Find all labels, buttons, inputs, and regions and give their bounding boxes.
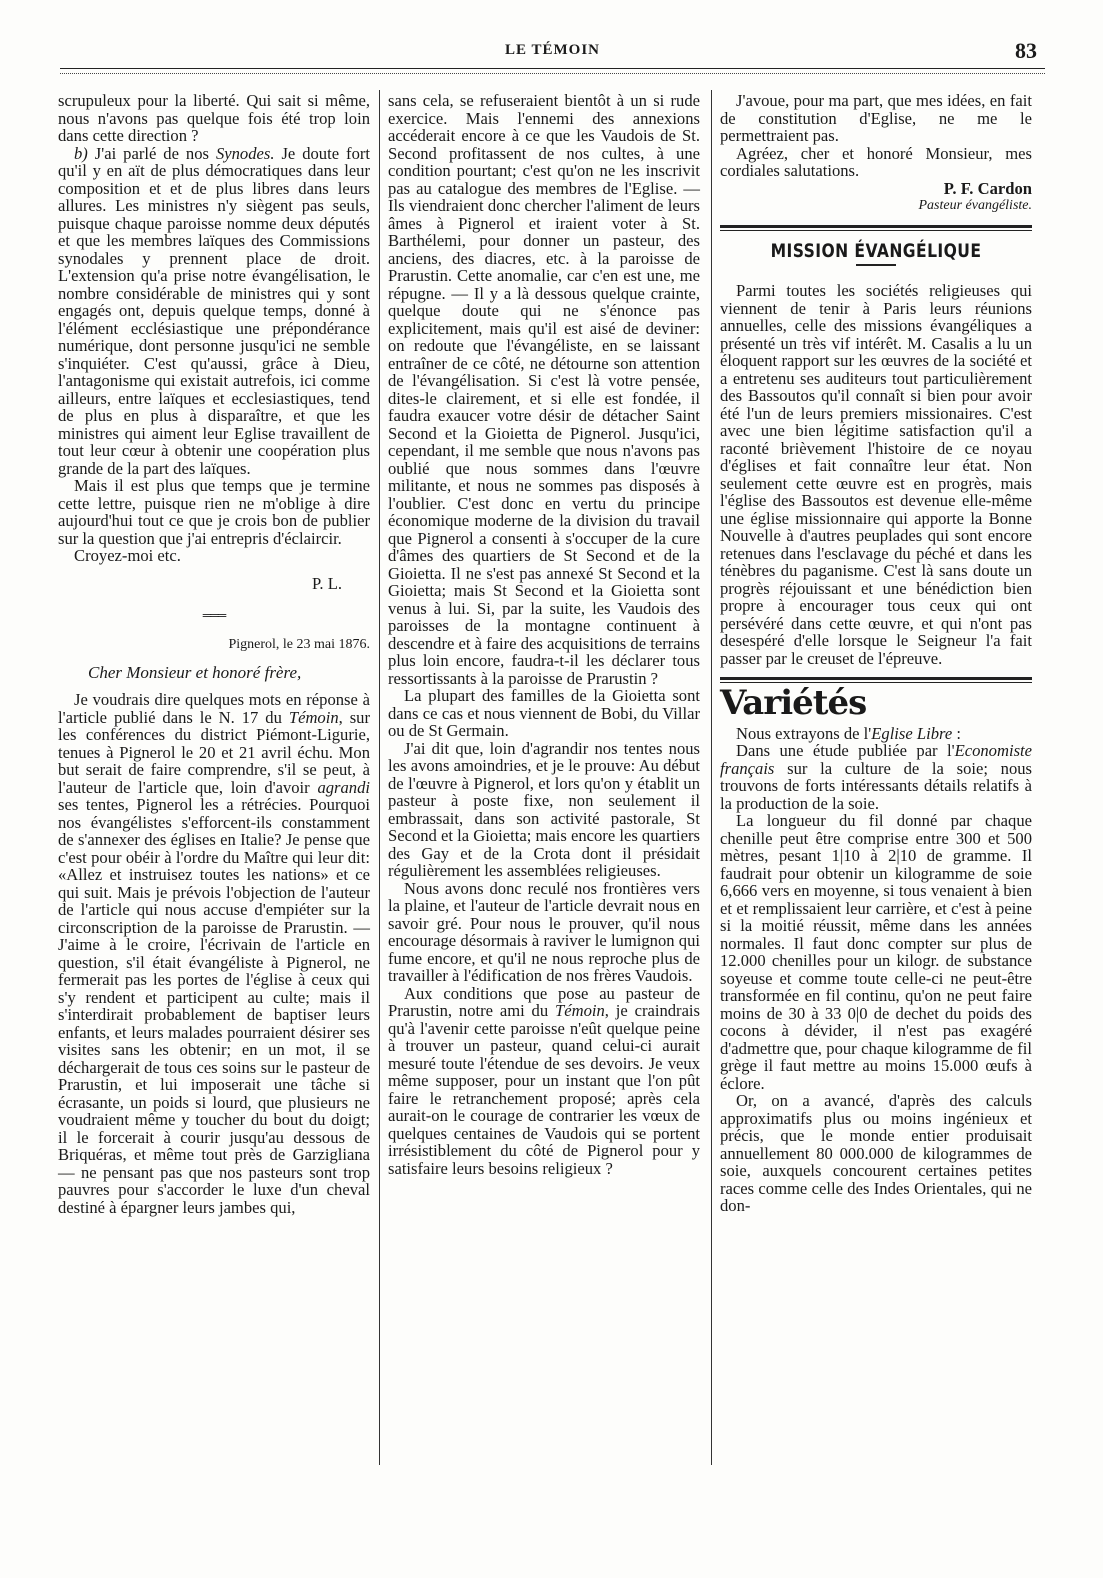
text-span: Aux conditions que pose au pasteur de Prarustin, notre ami du [388,983,700,1020]
column-2 [388,92,700,1177]
emphasis: Synodes. [215,143,275,163]
text-span: Nous extrayons de l' [736,723,872,743]
paragraph: Or, on a avancé, d'après des calculs approximatifs plus ou moins ingénieux et précis, que le monde entier produisait annuellement 80 000.000 de kilogrammes de soie, auxquels concourent certaines petites races comme celle des Indes Orientales, qui ne don- [720,1091,1032,1215]
paragraph: Nous avons donc reculé nos frontières vers la plaine, et l'auteur de l'article devrait nous en savoir gré. Pour nous le prouver, qu'il nous encourage désormais à raviver le lumignon qui fume encore, et qu'il ne nous reproche plus de travailler à l'édification de nos frères Vaudois. [388,878,700,985]
paragraph [720,725,1032,743]
paragraph [388,985,700,1178]
paragraph: La plupart des familles de la Gioietta sont dans ce cas et nous viennent de Bobi, du Villar ou de St Germain. [388,686,700,740]
page-number: 83 [1015,38,1037,63]
text-span: ses tentes, Pignerol les a rétrécies. Pourquoi nos évangélistes s'efforcent-ils constamment de s'annexer des églises en Italie? Je pense que c'est pour obéir à l'ordre du Maître qui leur dit: «Allez et instruisez toutes les nations» et ce qui suit. Mais je prévois l'objection de l'auteur de l'article qui nous accuse d'empiéter sur la circonscription de la paroisse de Prarustin. — J'aime à le croire, l'écrivain de l'article en question, s'il était évangéliste à Pignerol, ne fermerait pas les portes de l'église à ceux qui s'y rendent et participent au culte; mais il s'interdirait probablement de baptiser leurs enfants, et leurs malades pourraient désirer ses visites sans les obtenir; en un mot, il se déchargerait de tous ces soins sur le pasteur de Prarustin, et lui imposerait une tâche si écrasante, un poids si lourd, que plusieurs ne voudraient même y toucher du bout du doigt; il le forcerait à courir jusqu'au dessous de Briquéras, et même tout près de Garzigliana — ne pensant pas que nos pasteurs sont trop pauvres pour s'accorder le luxe d'un cheval destiné à épargner leurs jambes qui, [58,795,370,1217]
author-role: Pasteur évangéliste. [918,198,1032,213]
salutation: Cher Monsieur et honoré frère, [88,662,302,682]
paragraph: sans cela, se refuseraient bientôt à un si rude exercice. Mais l'ennemi des annexions accéderait encore à ce que les Vaudois de St. Second profitassent de nos cultes, à une condition pourtant; c'est qu'on ne les inscrivit pas au catalogue des membres de l'Eglise. — Ils viendraient donc chercher l'aliment de leurs âmes à Pignerol et iraient voter à St. Barthélemi, pour donner un pasteur, des anciens, des diacres, etc. à la paroisse de Prarustin. Cette anomalie, car c'en est une, me répugne. — Il y a là dessous quelque crainte, quelque doute qui ne s'énonce pas explicitement, mais qu'il est aisé de deviner: on redoute que l'évangéliste, en se laissant entraîner de ce côté, ne détourne son attention de l'évangélisation. Si c'est là votre pensée, dites-le clairement, et si elle est fondée, il faudra exaucer votre désir de détacher Saint Second et la Gioietta de Pignerol. Jusqu'ici, cependant, il me semble que nous n'avons pas oublié que nous sommes dans l'œuvre militante, et nous ne sommes pas disposés à l'oublier. C'est donc en vertu du principe économique moderne de la division du travail que Pignerol a consenti à s'occuper de la cure d'âmes des quartiers de St Second et de la Gioietta. Il ne s'est pas annexé St Second et la Gioietta; mais St Second et la Gioietta sont venus à lui. Si, par la suite, les Vaudois des paroisses de la montagne continuent à descendre et à faire des acquisitions de terrains plus loin encore, faudra-t-il les déclarer tous ressortissants à la paroisse de Prarustin ? [388,91,700,688]
text-span: , je craindrais qu'à l'avenir cette paroisse n'eût quelque peine à trouver un pasteur, quand celui-ci aurait mesuré toute l'étendue de ses devoirs. Je veux même supposer, pour un instant que l'on pût faire le retranchement proposé; après cela aurait-on le courage de contrarier les vœux de quelques centaines de Vaudois qui se portent irrésistiblement du côté de Pignerol pour y satisfaire leurs besoins religieux ? [388,1001,700,1178]
list-label: b) [74,143,88,163]
paragraph [720,742,1032,812]
column-3 [720,92,1032,1215]
section-title-mission: MISSION ÉVANGÉLIQUE [770,239,982,262]
ornament-divider: ═══ [202,608,226,622]
signature: P. L. [312,573,342,593]
paragraph: Agréez, cher et honoré Monsieur, mes cordiales salutations. [720,143,1032,180]
text-span: Je doute fort qu'il y en aït de plus démocratiques dans leur composition et et de plus libres dans leurs allures. Les ministres n'y siègent pas seuls, puisque chaque paroisse nomme deux députés et que les membres laïques des Commissions synodales y prennent place de droit. L'extension qu'a prise notre évangélisation, le nombre considérable de ministres qui y sont engagés ont, depuis quelque temps, donné à l'élément ecclésiastique une prépondérance numérique, dont personne jusqu'ici ne semble s'inquiéter. C'est qu'aussi, grâce à Dieu, l'antagonisme qui existait autrefois, ici comme ailleurs, entre laïques et ecclesiastiques, tend de plus en plus à disparaître, et que les ministres qui aiment leur Eglise travaillent de tout leur cœur à obtenir une coopération plus grande de la part des laïques. [58,143,370,478]
dateline: Pignerol, le 23 mai 1876. [228,637,370,652]
text-span: , sur les conférences du district Piémont-Ligurie, tenues à Pignerol le 20 et 21 avril échu. Mon but serait de faire comprendre, s'il se peut, à l'auteur de l'article que, loin d'avoir [58,707,370,797]
text-span: Dans une étude publiée par l' [736,741,955,760]
newspaper-title: LE TÉMOIN [505,42,600,58]
closing: Croyez-moi etc. [74,546,181,565]
title-rule [856,264,896,266]
author-name: P. F. Cardon [943,178,1032,198]
emphasis: Témoin [288,707,339,727]
text-span: J'ai parlé de nos [94,143,209,163]
section-rule [720,225,1032,231]
author-block [720,180,1032,215]
emphasis: Economiste français [720,741,1032,778]
paragraph: J'avoue, pour ma part, que mes idées, en fait de constitution d'Eglise, ne me le permettraient pas. [720,91,1032,145]
paragraph [58,145,370,478]
text-span: sur la culture de la soie; nous trouvons de forts intéressants détails relatifs à la production de la soie. [720,758,1033,813]
column-1 [58,92,370,1216]
paragraph: scrupuleux pour la liberté. Qui sait si même, nous n'avons pas quelque fois été trop loin dans cette direction ? [58,91,370,145]
paragraph: J'ai dit que, loin d'agrandir nos tentes nous les avons amoindries, et je le prouve: Au début de l'œuvre à Pignerol, et lors qu'on y établit un pasteur à poste fixe, non seulement il embrassait, dans son activité pastorale, St Second et la Gioietta; mais encore les quartiers des Gay et de la Crota dont il présidait régulièrement les assemblées religieuses. [388,738,700,880]
column-divider-2 [711,90,712,1465]
emphasis: Eglise Libre [871,723,953,743]
text-span: Je voudrais dire quelques mots en réponse à l'article publié dans le N. 17 du [58,690,370,727]
paragraph: Mais il est plus que temps que je termine cette lettre, puisque rien ne m'oblige à dire aujourd'hui tout ce que je crois bon de publier sur la question que j'ai entrepris d'éclaircir. [58,476,370,548]
emphasis: Témoin [555,1001,605,1020]
paragraph: Parmi toutes les sociétés religieuses qui viennent de tenir à Paris leurs réunions annuelles, celle des missions évangéliques a présenté un très vif intérêt. M. Casalis a lu un éloquent rapport sur les œuvres de la société et a entretenu ses auditeurs tout particulièrement des Bassoutos qu'il connaît si bien pour avoir été l'un de leurs premiers missionaires. C'est avec une bien légitime satisfaction qu'il a raconté brièvement l'histoire de ce noyau d'églises et fait connaître leur état. Non seulement cette œuvre est en progrès, mais l'église des Bassoutos est devenue elle-même une église missionnaire qui apporte la Bonne Nouvelle à d'autres peuplades qui sont encore retenues dans l'esclavage du péché et dans les ténèbres du paganisme. C'est là sans doute un progrès réjouissant et une bénédiction bien propre à encourager tous ceux qui ont persévéré dans cette œuvre, et qui n'ont pas desespéré d'elle lorsque le Seigneur l'a fait passer par le creuset de l'épreuve. [720,281,1032,668]
column-divider-1 [379,90,380,1465]
paragraph: La longueur du fil donné par chaque chenille peut être comprise entre 300 et 500 mètres, pesant 1|10 à 2|10 de gramme. Il faudrait pour obtenir un kilogramme de soie 6,666 vers en moyenne, si tous venaient à bien et et remplissaient leur carrière, et c'est à peine si la moitié réussit, même dans les années normales. Il faut donc compter sur plus de 12.000 chenilles pour un kilogr. de substance soyeuse et comme toute celle-ci ne peut-être transformée en fil continu, qu'on ne peut faire moins de 30 à 33 0|0 de dechet du poids des cocons à dévider, il n'est pas exagéré d'admettre que, pour chaque kilogramme de fil grège il faut mettre au moins 15.000 œufs à éclore. [720,811,1032,1093]
page-header [60,38,1045,66]
emphasis: agrandi [317,777,370,797]
text-span: : [956,723,962,743]
section-title-varietes: Variétés [720,683,867,723]
header-rule [60,68,1045,74]
paragraph [58,691,370,1216]
